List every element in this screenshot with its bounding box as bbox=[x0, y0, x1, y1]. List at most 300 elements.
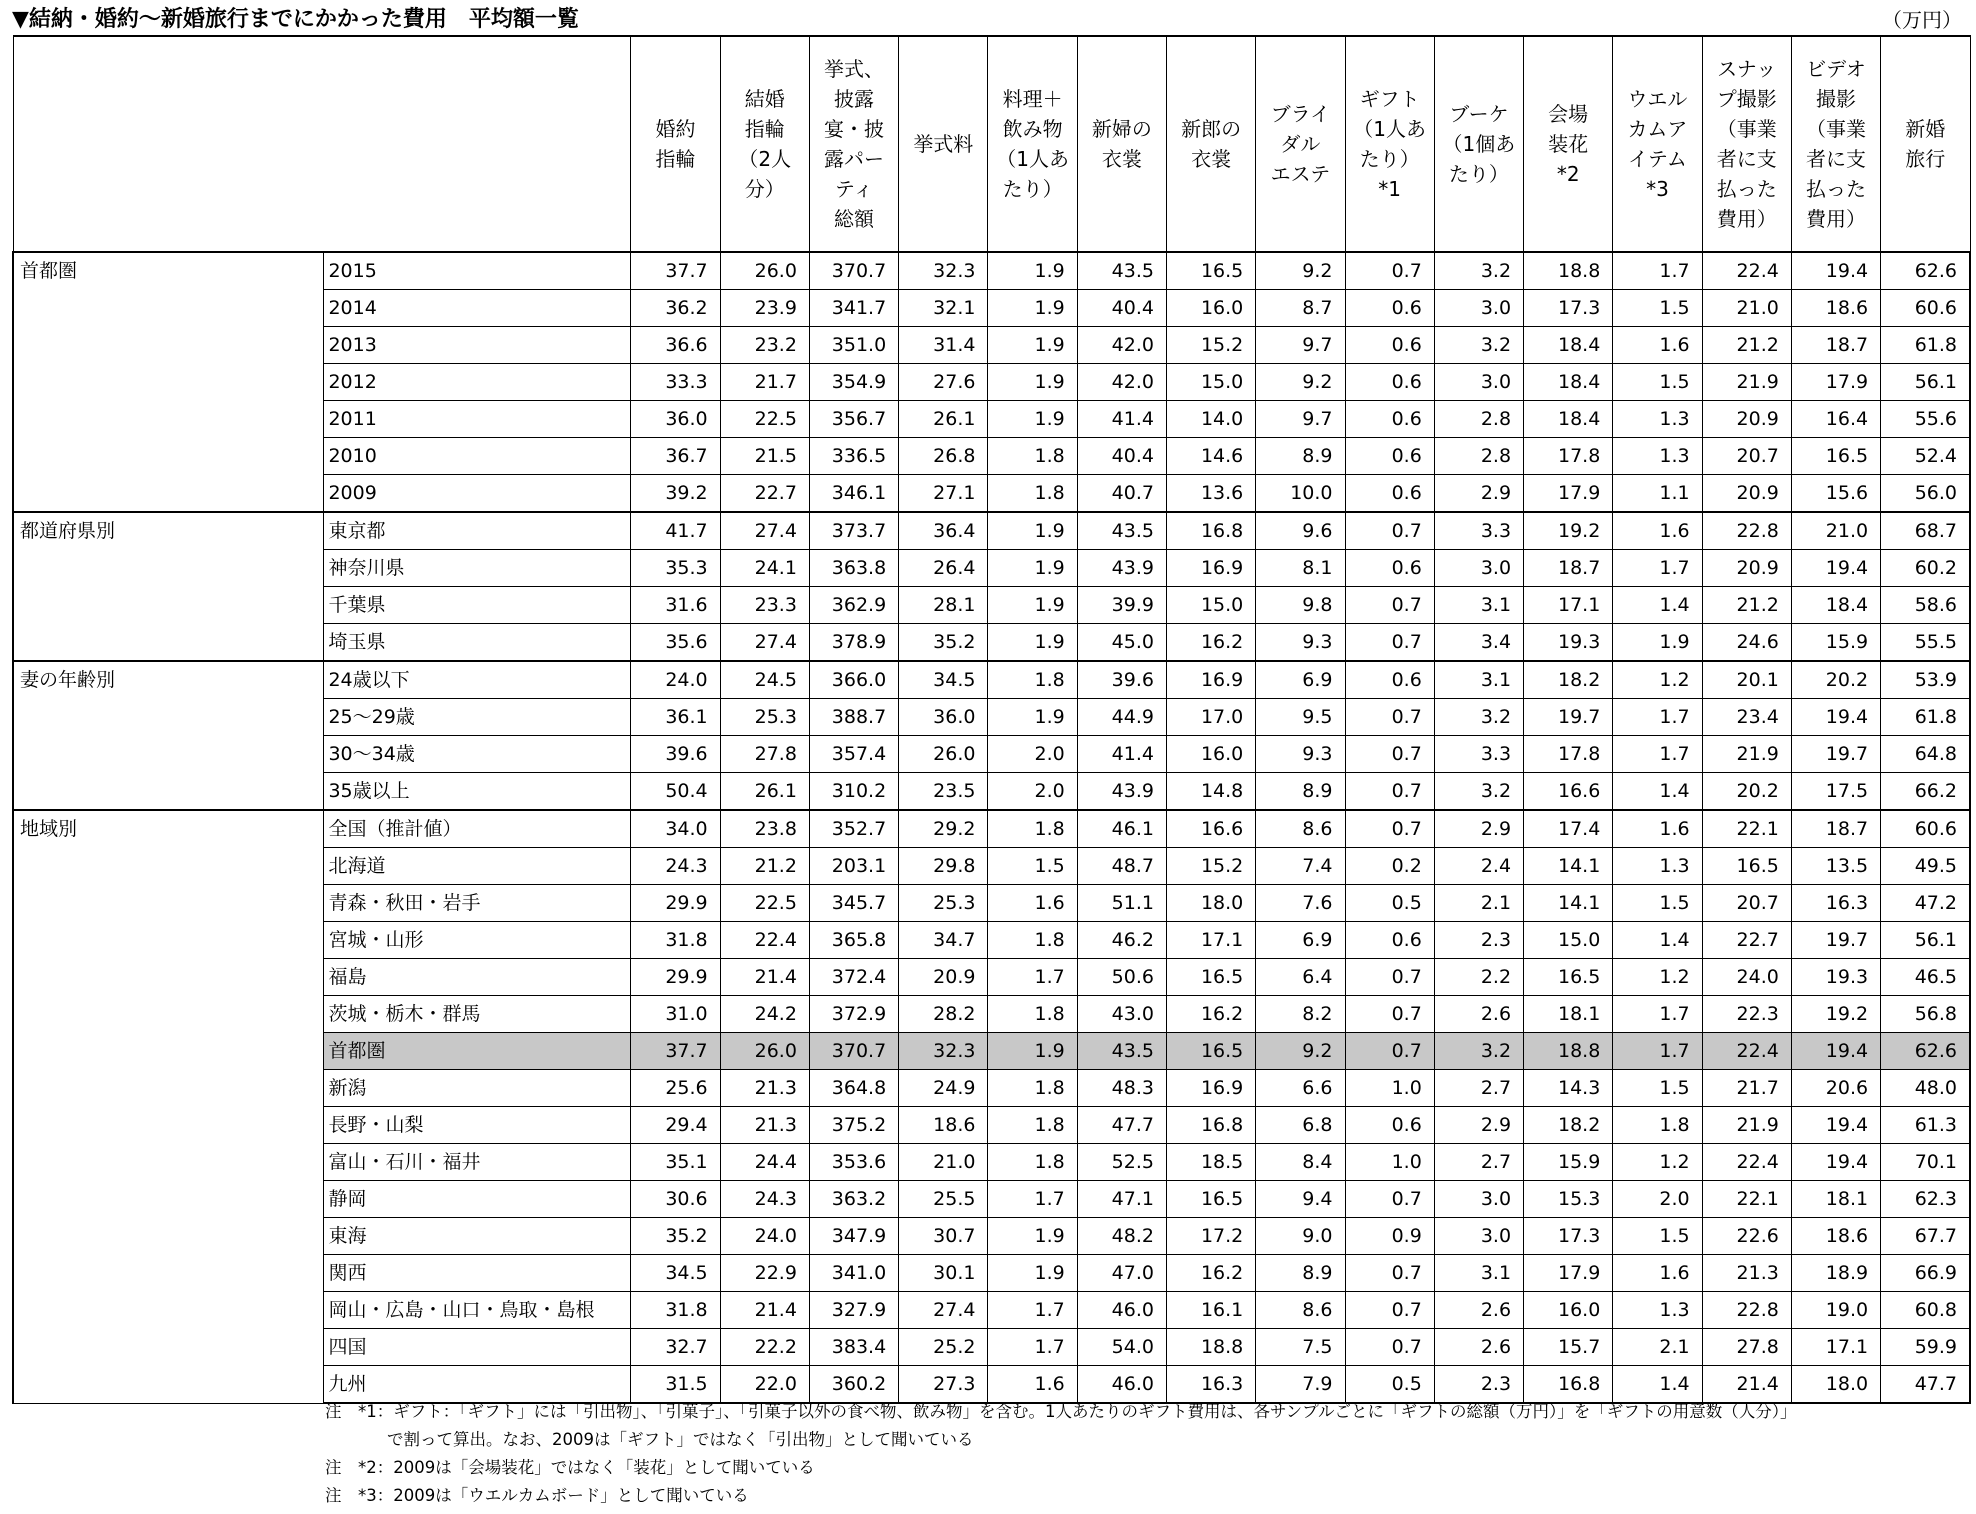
header-blank bbox=[13, 36, 324, 252]
value-cell: 373.7 bbox=[809, 512, 898, 550]
value-cell: 55.5 bbox=[1881, 624, 1970, 662]
value-cell: 25.5 bbox=[899, 1181, 988, 1218]
value-cell: 3.4 bbox=[1434, 624, 1523, 662]
value-cell: 20.1 bbox=[1702, 661, 1791, 699]
value-cell: 3.1 bbox=[1434, 661, 1523, 699]
value-cell: 19.4 bbox=[1791, 550, 1880, 587]
value-cell: 17.8 bbox=[1524, 736, 1613, 773]
value-cell: 29.9 bbox=[631, 959, 720, 996]
value-cell: 1.5 bbox=[1613, 1218, 1702, 1255]
value-cell: 0.7 bbox=[1345, 959, 1434, 996]
value-cell: 19.2 bbox=[1791, 996, 1880, 1033]
value-cell: 0.7 bbox=[1345, 1033, 1434, 1070]
table-row bbox=[13, 810, 1970, 848]
value-cell: 18.0 bbox=[1166, 885, 1255, 922]
value-cell: 36.0 bbox=[631, 401, 720, 438]
value-cell: 1.6 bbox=[988, 885, 1077, 922]
value-cell: 36.6 bbox=[631, 327, 720, 364]
value-cell: 19.0 bbox=[1791, 1292, 1880, 1329]
value-cell: 6.9 bbox=[1256, 661, 1345, 699]
value-cell: 43.5 bbox=[1077, 512, 1166, 550]
row-label: 首都圏 bbox=[324, 1033, 631, 1070]
value-cell: 61.8 bbox=[1881, 327, 1970, 364]
value-cell: 1.3 bbox=[1613, 401, 1702, 438]
value-cell: 45.0 bbox=[1077, 624, 1166, 662]
footnotes bbox=[325, 1398, 1797, 1510]
value-cell: 1.8 bbox=[988, 438, 1077, 475]
value-cell: 32.3 bbox=[899, 252, 988, 290]
value-cell: 46.0 bbox=[1077, 1292, 1166, 1329]
value-cell: 15.0 bbox=[1166, 364, 1255, 401]
value-cell: 39.6 bbox=[1077, 661, 1166, 699]
value-cell: 1.8 bbox=[988, 1107, 1077, 1144]
value-cell: 6.9 bbox=[1256, 922, 1345, 959]
value-cell: 32.7 bbox=[631, 1329, 720, 1366]
value-cell: 22.1 bbox=[1702, 810, 1791, 848]
row-label: 25～29歳 bbox=[324, 699, 631, 736]
value-cell: 8.6 bbox=[1256, 1292, 1345, 1329]
value-cell: 357.4 bbox=[809, 736, 898, 773]
value-cell: 24.2 bbox=[720, 996, 809, 1033]
value-cell: 2.7 bbox=[1434, 1144, 1523, 1181]
row-label: 岡山・広島・山口・鳥取・島根 bbox=[324, 1292, 631, 1329]
value-cell: 3.1 bbox=[1434, 1255, 1523, 1292]
value-cell: 16.0 bbox=[1166, 290, 1255, 327]
value-cell: 16.0 bbox=[1166, 736, 1255, 773]
value-cell: 1.9 bbox=[988, 699, 1077, 736]
value-cell: 372.4 bbox=[809, 959, 898, 996]
value-cell: 21.3 bbox=[720, 1107, 809, 1144]
value-cell: 1.8 bbox=[988, 475, 1077, 513]
value-cell: 22.2 bbox=[720, 1329, 809, 1366]
value-cell: 23.8 bbox=[720, 810, 809, 848]
value-cell: 62.6 bbox=[1881, 252, 1970, 290]
value-cell: 1.3 bbox=[1613, 438, 1702, 475]
value-cell: 8.9 bbox=[1256, 773, 1345, 811]
value-cell: 0.7 bbox=[1345, 1181, 1434, 1218]
value-cell: 7.5 bbox=[1256, 1329, 1345, 1366]
value-cell: 2.3 bbox=[1434, 1366, 1523, 1404]
value-cell: 3.3 bbox=[1434, 736, 1523, 773]
value-cell: 20.2 bbox=[1702, 773, 1791, 811]
value-cell: 26.1 bbox=[720, 773, 809, 811]
value-cell: 16.5 bbox=[1166, 1033, 1255, 1070]
value-cell: 15.9 bbox=[1524, 1144, 1613, 1181]
value-cell: 0.7 bbox=[1345, 1329, 1434, 1366]
value-cell: 1.9 bbox=[988, 1033, 1077, 1070]
row-label: 埼玉県 bbox=[324, 624, 631, 662]
cost-table bbox=[12, 35, 1971, 1404]
value-cell: 39.6 bbox=[631, 736, 720, 773]
value-cell: 16.3 bbox=[1791, 885, 1880, 922]
group-label: 地域別 bbox=[13, 810, 324, 1403]
value-cell: 44.9 bbox=[1077, 699, 1166, 736]
row-label: 東海 bbox=[324, 1218, 631, 1255]
value-cell: 21.4 bbox=[720, 959, 809, 996]
value-cell: 346.1 bbox=[809, 475, 898, 513]
value-cell: 1.4 bbox=[1613, 587, 1702, 624]
value-cell: 3.0 bbox=[1434, 290, 1523, 327]
value-cell: 47.0 bbox=[1077, 1255, 1166, 1292]
value-cell: 24.3 bbox=[720, 1181, 809, 1218]
value-cell: 0.5 bbox=[1345, 1366, 1434, 1404]
value-cell: 36.1 bbox=[631, 699, 720, 736]
value-cell: 8.6 bbox=[1256, 810, 1345, 848]
value-cell: 22.4 bbox=[1702, 1144, 1791, 1181]
value-cell: 49.5 bbox=[1881, 848, 1970, 885]
value-cell: 1.9 bbox=[1613, 624, 1702, 662]
value-cell: 327.9 bbox=[809, 1292, 898, 1329]
value-cell: 18.8 bbox=[1166, 1329, 1255, 1366]
value-cell: 19.3 bbox=[1524, 624, 1613, 662]
row-label: 茨城・栃木・群馬 bbox=[324, 996, 631, 1033]
value-cell: 16.2 bbox=[1166, 996, 1255, 1033]
value-cell: 1.9 bbox=[988, 624, 1077, 662]
value-cell: 28.1 bbox=[899, 587, 988, 624]
value-cell: 24.5 bbox=[720, 661, 809, 699]
value-cell: 30.1 bbox=[899, 1255, 988, 1292]
value-cell: 375.2 bbox=[809, 1107, 898, 1144]
value-cell: 362.9 bbox=[809, 587, 898, 624]
column-header-15: 新婚 旅行 bbox=[1881, 36, 1970, 252]
column-header-4: 挙式料 bbox=[899, 36, 988, 252]
value-cell: 46.2 bbox=[1077, 922, 1166, 959]
value-cell: 46.5 bbox=[1881, 959, 1970, 996]
value-cell: 19.7 bbox=[1791, 736, 1880, 773]
value-cell: 22.3 bbox=[1702, 996, 1791, 1033]
value-cell: 33.3 bbox=[631, 364, 720, 401]
value-cell: 3.3 bbox=[1434, 512, 1523, 550]
value-cell: 13.5 bbox=[1791, 848, 1880, 885]
value-cell: 62.3 bbox=[1881, 1181, 1970, 1218]
value-cell: 27.3 bbox=[899, 1366, 988, 1404]
value-cell: 9.2 bbox=[1256, 252, 1345, 290]
column-header-9: ギフト （1人あ たり） *1 bbox=[1345, 36, 1434, 252]
value-cell: 16.5 bbox=[1791, 438, 1880, 475]
value-cell: 341.7 bbox=[809, 290, 898, 327]
value-cell: 1.9 bbox=[988, 252, 1077, 290]
value-cell: 9.7 bbox=[1256, 401, 1345, 438]
value-cell: 18.4 bbox=[1791, 587, 1880, 624]
row-label: 千葉県 bbox=[324, 587, 631, 624]
value-cell: 0.7 bbox=[1345, 773, 1434, 811]
value-cell: 15.2 bbox=[1166, 327, 1255, 364]
value-cell: 18.1 bbox=[1524, 996, 1613, 1033]
value-cell: 17.1 bbox=[1791, 1329, 1880, 1366]
value-cell: 0.6 bbox=[1345, 550, 1434, 587]
value-cell: 26.4 bbox=[899, 550, 988, 587]
value-cell: 9.7 bbox=[1256, 327, 1345, 364]
value-cell: 16.5 bbox=[1166, 959, 1255, 996]
note-3: 注 *3：2009は「ウエルカムボード」として聞いている bbox=[325, 1486, 749, 1505]
value-cell: 1.9 bbox=[988, 512, 1077, 550]
value-cell: 0.7 bbox=[1345, 1255, 1434, 1292]
value-cell: 7.6 bbox=[1256, 885, 1345, 922]
value-cell: 9.4 bbox=[1256, 1181, 1345, 1218]
row-label: 静岡 bbox=[324, 1181, 631, 1218]
value-cell: 21.2 bbox=[1702, 327, 1791, 364]
value-cell: 20.2 bbox=[1791, 661, 1880, 699]
value-cell: 9.5 bbox=[1256, 699, 1345, 736]
value-cell: 18.4 bbox=[1524, 327, 1613, 364]
value-cell: 43.5 bbox=[1077, 1033, 1166, 1070]
value-cell: 2.1 bbox=[1434, 885, 1523, 922]
column-header-10: ブーケ （1個あ たり） bbox=[1434, 36, 1523, 252]
value-cell: 2.7 bbox=[1434, 1070, 1523, 1107]
value-cell: 2.3 bbox=[1434, 922, 1523, 959]
value-cell: 1.8 bbox=[988, 922, 1077, 959]
value-cell: 29.9 bbox=[631, 885, 720, 922]
value-cell: 24.6 bbox=[1702, 624, 1791, 662]
value-cell: 60.2 bbox=[1881, 550, 1970, 587]
value-cell: 46.0 bbox=[1077, 1366, 1166, 1404]
column-header-6: 新婦の 衣裳 bbox=[1077, 36, 1166, 252]
column-header-2: 結婚 指輪 （2人 分） bbox=[720, 36, 809, 252]
value-cell: 22.0 bbox=[720, 1366, 809, 1404]
value-cell: 18.4 bbox=[1524, 401, 1613, 438]
value-cell: 1.7 bbox=[1613, 1033, 1702, 1070]
value-cell: 15.9 bbox=[1791, 624, 1880, 662]
table-row bbox=[13, 252, 1970, 290]
value-cell: 14.1 bbox=[1524, 885, 1613, 922]
value-cell: 18.7 bbox=[1524, 550, 1613, 587]
value-cell: 22.7 bbox=[1702, 922, 1791, 959]
value-cell: 42.0 bbox=[1077, 364, 1166, 401]
value-cell: 347.9 bbox=[809, 1218, 898, 1255]
value-cell: 0.7 bbox=[1345, 1292, 1434, 1329]
value-cell: 1.0 bbox=[1345, 1144, 1434, 1181]
value-cell: 21.7 bbox=[1702, 1070, 1791, 1107]
value-cell: 16.2 bbox=[1166, 1255, 1255, 1292]
value-cell: 1.9 bbox=[988, 327, 1077, 364]
value-cell: 35.3 bbox=[631, 550, 720, 587]
value-cell: 2.0 bbox=[988, 773, 1077, 811]
value-cell: 0.7 bbox=[1345, 810, 1434, 848]
value-cell: 3.2 bbox=[1434, 699, 1523, 736]
row-label: 青森・秋田・岩手 bbox=[324, 885, 631, 922]
value-cell: 51.1 bbox=[1077, 885, 1166, 922]
note-1-cont: で割って算出。なお、2009は「ギフト」ではなく「引出物」として聞いている bbox=[387, 1430, 974, 1449]
row-label: 北海道 bbox=[324, 848, 631, 885]
value-cell: 13.6 bbox=[1166, 475, 1255, 513]
value-cell: 16.0 bbox=[1524, 1292, 1613, 1329]
value-cell: 20.7 bbox=[1702, 438, 1791, 475]
value-cell: 1.5 bbox=[988, 848, 1077, 885]
value-cell: 17.3 bbox=[1524, 1218, 1613, 1255]
value-cell: 18.8 bbox=[1524, 1033, 1613, 1070]
value-cell: 17.5 bbox=[1791, 773, 1880, 811]
value-cell: 366.0 bbox=[809, 661, 898, 699]
value-cell: 18.7 bbox=[1791, 327, 1880, 364]
value-cell: 27.8 bbox=[720, 736, 809, 773]
value-cell: 31.5 bbox=[631, 1366, 720, 1404]
value-cell: 1.1 bbox=[1613, 475, 1702, 513]
value-cell: 15.2 bbox=[1166, 848, 1255, 885]
value-cell: 35.2 bbox=[899, 624, 988, 662]
value-cell: 20.6 bbox=[1791, 1070, 1880, 1107]
column-header-14: ビデオ 撮影 （事業 者に支 払った 費用） bbox=[1791, 36, 1880, 252]
value-cell: 27.8 bbox=[1702, 1329, 1791, 1366]
value-cell: 26.0 bbox=[720, 1033, 809, 1070]
value-cell: 1.9 bbox=[988, 290, 1077, 327]
value-cell: 1.2 bbox=[1613, 1144, 1702, 1181]
row-label: 関西 bbox=[324, 1255, 631, 1292]
value-cell: 2.6 bbox=[1434, 996, 1523, 1033]
value-cell: 52.5 bbox=[1077, 1144, 1166, 1181]
value-cell: 17.9 bbox=[1524, 475, 1613, 513]
value-cell: 14.0 bbox=[1166, 401, 1255, 438]
value-cell: 17.8 bbox=[1524, 438, 1613, 475]
value-cell: 16.8 bbox=[1524, 1366, 1613, 1404]
value-cell: 1.4 bbox=[1613, 773, 1702, 811]
value-cell: 2.9 bbox=[1434, 810, 1523, 848]
value-cell: 19.7 bbox=[1791, 922, 1880, 959]
value-cell: 1.2 bbox=[1613, 959, 1702, 996]
value-cell: 3.2 bbox=[1434, 252, 1523, 290]
value-cell: 60.6 bbox=[1881, 810, 1970, 848]
value-cell: 31.6 bbox=[631, 587, 720, 624]
value-cell: 24.0 bbox=[631, 661, 720, 699]
value-cell: 336.5 bbox=[809, 438, 898, 475]
value-cell: 2.8 bbox=[1434, 401, 1523, 438]
value-cell: 15.7 bbox=[1524, 1329, 1613, 1366]
value-cell: 21.0 bbox=[1791, 512, 1880, 550]
value-cell: 16.4 bbox=[1791, 401, 1880, 438]
value-cell: 54.0 bbox=[1077, 1329, 1166, 1366]
value-cell: 31.0 bbox=[631, 996, 720, 1033]
header-blank-2 bbox=[324, 36, 631, 252]
value-cell: 16.6 bbox=[1524, 773, 1613, 811]
value-cell: 34.5 bbox=[899, 661, 988, 699]
value-cell: 25.6 bbox=[631, 1070, 720, 1107]
value-cell: 16.9 bbox=[1166, 1070, 1255, 1107]
value-cell: 1.7 bbox=[988, 1292, 1077, 1329]
value-cell: 0.6 bbox=[1345, 290, 1434, 327]
value-cell: 36.0 bbox=[899, 699, 988, 736]
table-row bbox=[13, 512, 1970, 550]
value-cell: 0.7 bbox=[1345, 699, 1434, 736]
value-cell: 24.0 bbox=[720, 1218, 809, 1255]
row-label: 30～34歳 bbox=[324, 736, 631, 773]
column-header-8: ブライ ダル エステ bbox=[1256, 36, 1345, 252]
value-cell: 19.3 bbox=[1791, 959, 1880, 996]
value-cell: 27.1 bbox=[899, 475, 988, 513]
value-cell: 47.7 bbox=[1077, 1107, 1166, 1144]
value-cell: 20.9 bbox=[899, 959, 988, 996]
value-cell: 16.8 bbox=[1166, 1107, 1255, 1144]
value-cell: 360.2 bbox=[809, 1366, 898, 1404]
value-cell: 21.9 bbox=[1702, 736, 1791, 773]
value-cell: 41.4 bbox=[1077, 401, 1166, 438]
value-cell: 1.9 bbox=[988, 1255, 1077, 1292]
value-cell: 32.1 bbox=[899, 290, 988, 327]
value-cell: 52.4 bbox=[1881, 438, 1970, 475]
value-cell: 1.5 bbox=[1613, 290, 1702, 327]
value-cell: 24.9 bbox=[899, 1070, 988, 1107]
value-cell: 353.6 bbox=[809, 1144, 898, 1181]
value-cell: 3.0 bbox=[1434, 1181, 1523, 1218]
value-cell: 66.9 bbox=[1881, 1255, 1970, 1292]
value-cell: 16.8 bbox=[1166, 512, 1255, 550]
value-cell: 1.8 bbox=[988, 996, 1077, 1033]
value-cell: 1.3 bbox=[1613, 1292, 1702, 1329]
value-cell: 15.3 bbox=[1524, 1181, 1613, 1218]
header-row bbox=[13, 36, 1970, 252]
value-cell: 36.2 bbox=[631, 290, 720, 327]
value-cell: 58.6 bbox=[1881, 587, 1970, 624]
value-cell: 370.7 bbox=[809, 252, 898, 290]
value-cell: 19.2 bbox=[1524, 512, 1613, 550]
value-cell: 26.8 bbox=[899, 438, 988, 475]
value-cell: 1.9 bbox=[988, 587, 1077, 624]
value-cell: 22.5 bbox=[720, 885, 809, 922]
value-cell: 9.6 bbox=[1256, 512, 1345, 550]
row-label: 2009 bbox=[324, 475, 631, 513]
value-cell: 2.6 bbox=[1434, 1329, 1523, 1366]
value-cell: 1.7 bbox=[1613, 736, 1702, 773]
row-label: 2012 bbox=[324, 364, 631, 401]
value-cell: 0.6 bbox=[1345, 922, 1434, 959]
value-cell: 23.9 bbox=[720, 290, 809, 327]
value-cell: 8.2 bbox=[1256, 996, 1345, 1033]
value-cell: 3.0 bbox=[1434, 364, 1523, 401]
value-cell: 16.5 bbox=[1166, 1181, 1255, 1218]
value-cell: 34.0 bbox=[631, 810, 720, 848]
value-cell: 18.7 bbox=[1791, 810, 1880, 848]
value-cell: 34.5 bbox=[631, 1255, 720, 1292]
value-cell: 365.8 bbox=[809, 922, 898, 959]
value-cell: 27.4 bbox=[720, 624, 809, 662]
value-cell: 22.1 bbox=[1702, 1181, 1791, 1218]
value-cell: 18.2 bbox=[1524, 1107, 1613, 1144]
value-cell: 27.4 bbox=[720, 512, 809, 550]
value-cell: 17.2 bbox=[1166, 1218, 1255, 1255]
value-cell: 19.4 bbox=[1791, 1033, 1880, 1070]
value-cell: 60.8 bbox=[1881, 1292, 1970, 1329]
value-cell: 7.9 bbox=[1256, 1366, 1345, 1404]
value-cell: 0.9 bbox=[1345, 1218, 1434, 1255]
value-cell: 23.3 bbox=[720, 587, 809, 624]
value-cell: 1.5 bbox=[1613, 364, 1702, 401]
value-cell: 1.8 bbox=[988, 810, 1077, 848]
value-cell: 14.6 bbox=[1166, 438, 1255, 475]
value-cell: 21.9 bbox=[1702, 364, 1791, 401]
value-cell: 17.1 bbox=[1524, 587, 1613, 624]
value-cell: 3.2 bbox=[1434, 327, 1523, 364]
value-cell: 0.7 bbox=[1345, 587, 1434, 624]
value-cell: 56.1 bbox=[1881, 364, 1970, 401]
column-header-13: スナッ プ撮影 （事業 者に支 払った 費用） bbox=[1702, 36, 1791, 252]
row-label: 2014 bbox=[324, 290, 631, 327]
row-label: 24歳以下 bbox=[324, 661, 631, 699]
value-cell: 43.0 bbox=[1077, 996, 1166, 1033]
value-cell: 1.4 bbox=[1613, 1366, 1702, 1404]
value-cell: 19.4 bbox=[1791, 699, 1880, 736]
value-cell: 22.7 bbox=[720, 475, 809, 513]
value-cell: 18.6 bbox=[1791, 290, 1880, 327]
value-cell: 8.1 bbox=[1256, 550, 1345, 587]
value-cell: 62.6 bbox=[1881, 1033, 1970, 1070]
value-cell: 24.3 bbox=[631, 848, 720, 885]
value-cell: 14.3 bbox=[1524, 1070, 1613, 1107]
value-cell: 16.1 bbox=[1166, 1292, 1255, 1329]
value-cell: 22.9 bbox=[720, 1255, 809, 1292]
value-cell: 61.8 bbox=[1881, 699, 1970, 736]
row-label: 富山・石川・福井 bbox=[324, 1144, 631, 1181]
value-cell: 64.8 bbox=[1881, 736, 1970, 773]
value-cell: 34.7 bbox=[899, 922, 988, 959]
value-cell: 43.9 bbox=[1077, 550, 1166, 587]
